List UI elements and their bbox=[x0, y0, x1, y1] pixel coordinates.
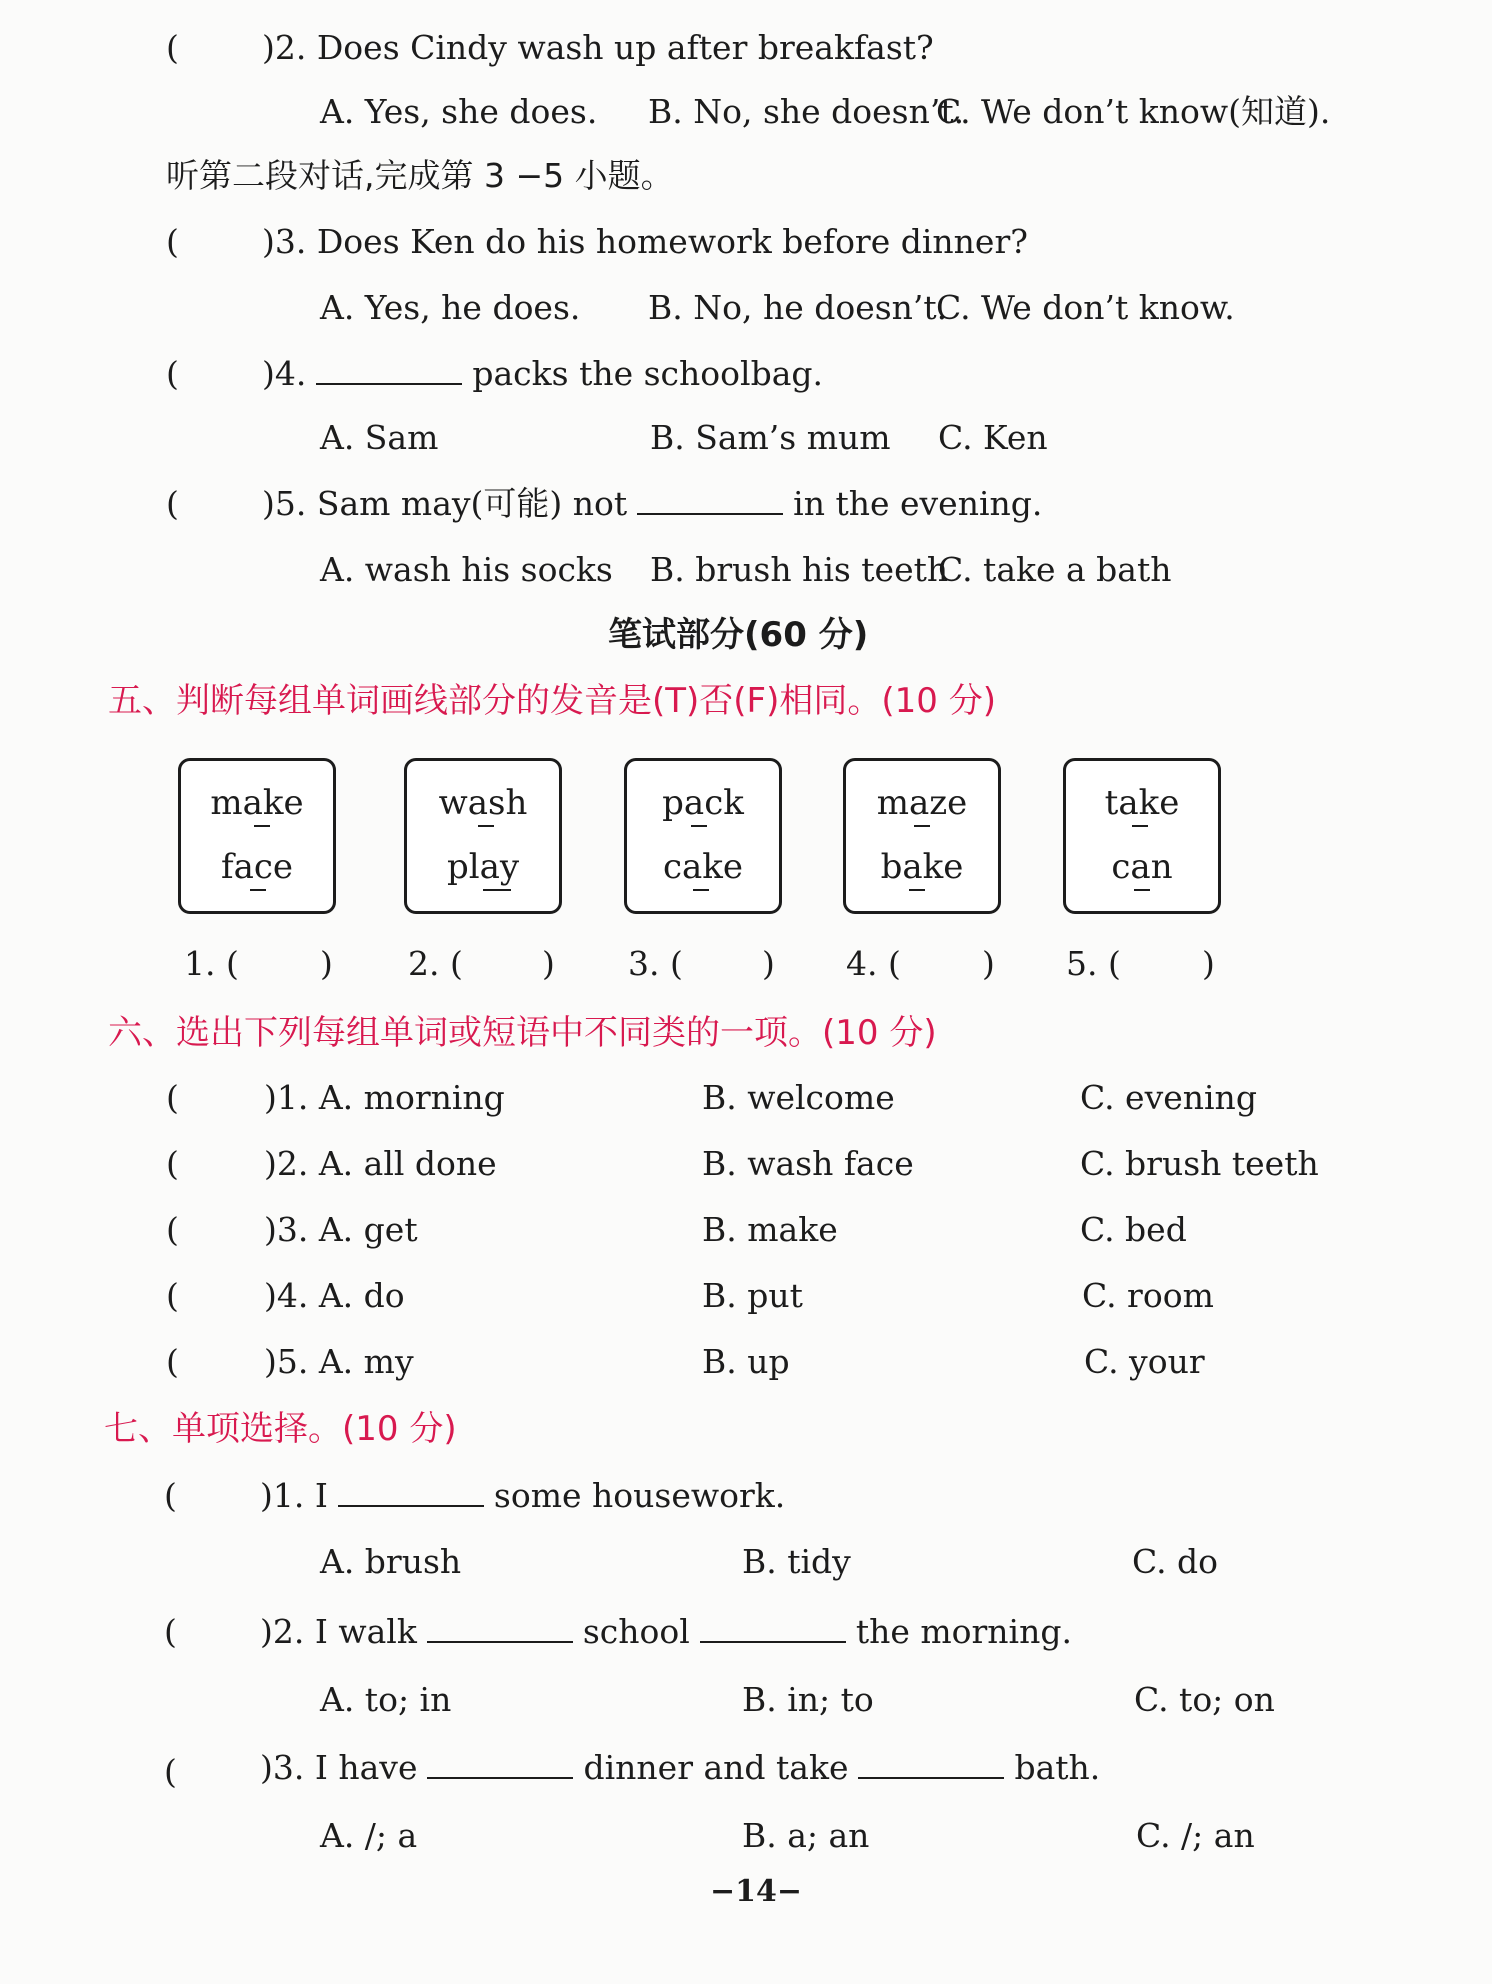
option-b: B. tidy bbox=[742, 1542, 851, 1581]
answer-label[interactable]: 1. ( bbox=[184, 944, 239, 983]
option-a: )1. A. morning bbox=[264, 1078, 505, 1117]
section-heading: 七、单项选择。(10 分) bbox=[104, 1409, 457, 1449]
answer-blank[interactable] bbox=[316, 379, 462, 385]
stem-pre: )4. bbox=[262, 354, 307, 393]
stem-post: the morning. bbox=[855, 1612, 1072, 1651]
option-a: )3. A. get bbox=[264, 1210, 418, 1249]
stem-post: in the evening. bbox=[793, 484, 1043, 523]
stem-pre: )3. I have bbox=[260, 1748, 418, 1787]
answer-paren-close: ) bbox=[320, 944, 333, 983]
option-c: C. do bbox=[1132, 1542, 1219, 1581]
answer-paren[interactable]: ( bbox=[166, 1342, 179, 1381]
option-b: B. a; an bbox=[742, 1816, 870, 1855]
option-a: )5. A. my bbox=[264, 1342, 414, 1381]
card-word-bottom: bake bbox=[880, 847, 964, 887]
option-c: C. /; an bbox=[1136, 1816, 1255, 1855]
option-b: B. wash face bbox=[702, 1144, 914, 1183]
stem-post: packs the schoolbag. bbox=[472, 354, 823, 393]
question-stem: )3. Does Ken do his homework before dinner? bbox=[262, 222, 1028, 261]
answer-paren[interactable]: ( bbox=[164, 1612, 177, 1651]
answer-paren[interactable]: ( bbox=[166, 1144, 179, 1183]
answer-blank[interactable] bbox=[427, 1637, 573, 1643]
option-a: A. brush bbox=[320, 1542, 462, 1581]
answer-label[interactable]: 2. ( bbox=[408, 944, 463, 983]
option-c: C. evening bbox=[1080, 1078, 1257, 1117]
option-a: A. Yes, she does. bbox=[320, 92, 598, 131]
word-card bbox=[843, 758, 1001, 914]
answer-label[interactable]: 4. ( bbox=[846, 944, 901, 983]
card-word-top: make bbox=[210, 783, 304, 823]
answer-paren-close: ) bbox=[542, 944, 555, 983]
option-b: B. in; to bbox=[742, 1680, 874, 1719]
answer-blank[interactable] bbox=[338, 1501, 484, 1507]
word-card bbox=[178, 758, 336, 914]
answer-blank[interactable] bbox=[858, 1773, 1004, 1779]
answer-paren-close: ) bbox=[982, 944, 995, 983]
card-word-top: pack bbox=[662, 783, 744, 823]
option-a: A. wash his socks bbox=[320, 550, 613, 589]
option-b: B. Sam’s mum bbox=[650, 418, 891, 457]
option-c: C. bed bbox=[1080, 1210, 1187, 1249]
section-title: 笔试部分(60 分) bbox=[608, 615, 869, 655]
answer-paren[interactable]: ( bbox=[166, 1276, 179, 1315]
option-a: )2. A. all done bbox=[264, 1144, 497, 1183]
answer-paren[interactable]: ( bbox=[164, 1476, 177, 1515]
answer-label[interactable]: 5. ( bbox=[1066, 944, 1121, 983]
card-word-bottom: cake bbox=[662, 847, 744, 887]
section-heading: 五、判断每组单词画线部分的发音是(T)否(F)相同。(10 分) bbox=[108, 681, 996, 721]
answer-paren[interactable]: ( bbox=[166, 484, 179, 523]
question-stem bbox=[260, 1476, 785, 1516]
option-c: C. your bbox=[1084, 1342, 1205, 1381]
answer-paren[interactable]: ( bbox=[164, 1752, 177, 1791]
question-stem bbox=[260, 1748, 1100, 1788]
option-b: B. No, he doesn’t. bbox=[648, 288, 948, 327]
stem-pre: )1. I bbox=[260, 1476, 328, 1515]
question-stem bbox=[262, 484, 1042, 524]
answer-paren[interactable]: ( bbox=[166, 28, 179, 67]
answer-paren-close: ) bbox=[1202, 944, 1215, 983]
option-b: B. welcome bbox=[702, 1078, 895, 1117]
answer-blank[interactable] bbox=[427, 1773, 573, 1779]
option-a: A. Sam bbox=[320, 418, 439, 457]
answer-paren[interactable]: ( bbox=[166, 222, 179, 261]
option-c: C. to; on bbox=[1134, 1680, 1275, 1719]
option-c: C. We don’t know(知道). bbox=[936, 92, 1331, 131]
word-card bbox=[1063, 758, 1221, 914]
option-b: B. up bbox=[702, 1342, 790, 1381]
option-a: )4. A. do bbox=[264, 1276, 405, 1315]
page-number: −14− bbox=[710, 1874, 803, 1909]
answer-paren[interactable]: ( bbox=[166, 1210, 179, 1249]
card-word-bottom: play bbox=[446, 847, 520, 887]
underline-mark bbox=[478, 825, 494, 827]
stem-mid: school bbox=[582, 1612, 690, 1651]
option-a: A. /; a bbox=[320, 1816, 418, 1855]
dialog-instruction: 听第二段对话,完成第 3 −5 小题。 bbox=[166, 156, 674, 195]
underline-mark bbox=[483, 889, 511, 891]
option-b: B. make bbox=[702, 1210, 838, 1249]
option-b: B. No, she doesn’t. bbox=[648, 92, 965, 131]
underline-mark bbox=[254, 825, 270, 827]
underline-mark bbox=[1134, 889, 1150, 891]
option-a: A. Yes, he does. bbox=[320, 288, 581, 327]
question-stem bbox=[262, 354, 823, 394]
underline-mark bbox=[691, 825, 707, 827]
option-c: C. take a bath bbox=[938, 550, 1172, 589]
option-c: C. Ken bbox=[938, 418, 1048, 457]
option-c: C. brush teeth bbox=[1080, 1144, 1319, 1183]
stem-post: some housework. bbox=[493, 1476, 786, 1515]
card-word-top: take bbox=[1104, 783, 1180, 823]
word-card bbox=[624, 758, 782, 914]
word-card bbox=[404, 758, 562, 914]
question-stem bbox=[260, 1612, 1072, 1652]
answer-paren[interactable]: ( bbox=[166, 1078, 179, 1117]
underline-mark bbox=[914, 825, 930, 827]
card-word-top: wash bbox=[438, 783, 528, 823]
option-a: A. to; in bbox=[320, 1680, 452, 1719]
option-c: C. room bbox=[1082, 1276, 1214, 1315]
answer-label[interactable]: 3. ( bbox=[628, 944, 683, 983]
answer-blank[interactable] bbox=[700, 1637, 846, 1643]
card-word-bottom: face bbox=[220, 847, 294, 887]
underline-mark bbox=[250, 889, 266, 891]
option-b: B. put bbox=[702, 1276, 803, 1315]
answer-paren[interactable]: ( bbox=[166, 354, 179, 393]
card-word-bottom: can bbox=[1111, 847, 1173, 887]
option-c: C. We don’t know. bbox=[936, 288, 1235, 327]
stem-mid: dinner and take bbox=[583, 1748, 849, 1787]
answer-paren-close: ) bbox=[762, 944, 775, 983]
underline-mark bbox=[693, 889, 709, 891]
underline-mark bbox=[1132, 825, 1148, 827]
option-b: B. brush his teeth bbox=[650, 550, 949, 589]
stem-post: bath. bbox=[1014, 1748, 1101, 1787]
section-heading: 六、选出下列每组单词或短语中不同类的一项。(10 分) bbox=[108, 1013, 937, 1053]
answer-blank[interactable] bbox=[637, 509, 783, 515]
stem-pre: )5. Sam may(可能) not bbox=[262, 484, 628, 523]
stem-pre: )2. I walk bbox=[260, 1612, 417, 1651]
card-word-top: maze bbox=[876, 783, 968, 823]
underline-mark bbox=[909, 889, 925, 891]
question-stem: )2. Does Cindy wash up after breakfast? bbox=[262, 28, 934, 67]
